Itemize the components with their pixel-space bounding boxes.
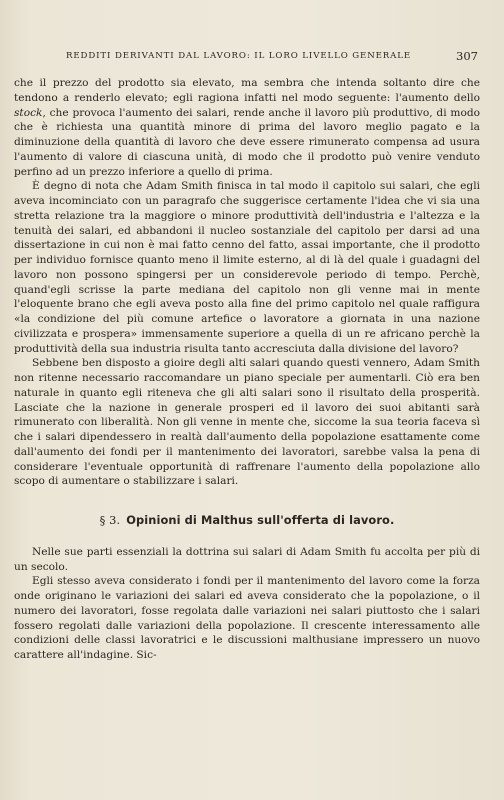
body-text bbox=[14, 76, 480, 663]
section-title: Opinioni di Malthus sull'offerta di lavoro. bbox=[126, 513, 395, 527]
paragraph-4: Nelle sue parti essenziali la dottrina sui salari di Adam Smith fu accolta per più di un secolo. bbox=[14, 545, 480, 573]
paragraph-5: Egli stesso aveva considerato i fondi per il mantenimento del lavoro come la forza onde originano le variazioni dei salari ed aveva considerato che la popolazione, o il numero dei lavoratori, fosse regolata dalle variazioni nei salari piuttosto che i salari fossero regolati dalle variazioni della popolazione. Il crescente interessamento alle condizioni delle classi lavoratrici e le discussioni malthusiane impressero un nuovo carattere all'indagine. Sic- bbox=[14, 575, 480, 661]
paragraph-1-part-b: , che provoca l'aumento dei salari, rende anche il lavoro più produttivo, di modo che è richiesta una quantità minore di prima del lavoro meglio pagato e la diminuzione della quantità di lavoro che deve essere rimunerato compensa ad usura l'aumento di valore di ciascuna unità, di modo che il prodotto può venire venduto perfino ad un prezzo inferiore a quello di prima. bbox=[14, 106, 480, 178]
section-heading bbox=[14, 513, 480, 528]
paragraph-1-part-a: che il prezzo del prodotto sia elevato, ma sembra che intenda soltanto dire che tendono a renderlo elevato; egli ragiona infatti nel modo seguente: l'aumento dello bbox=[14, 77, 480, 104]
paragraph-1-italic: stock bbox=[14, 106, 43, 119]
section-number: § 3. bbox=[99, 513, 121, 527]
paragraph-1 bbox=[14, 76, 480, 179]
running-title: REDDITI DERIVANTI DAL LAVORO: IL LORO LIVELLO GENERALE bbox=[66, 51, 412, 61]
paragraph-3: Sebbene ben disposto a gioire degli alti salari quando questi vennero, Adam Smith non ritenne necessario raccomandare un piano speciale per aumentarli. Ciò era ben naturale in quanto egli riteneva che gli alti salari sono il risultato della prosperità. Lasciate che la nazione in generale prosperi ed il lavoro dei suoi abitanti sarà rimunerato con liberalità. Non gli venne in mente che, siccome la sua teoria faceva sì che i salari dipendessero in realtà dall'aumento della popolazione esattamente come dall'aumento dei fondi per il mantenimento dei lavoratori, sarebbe valsa la pena di considerare l'eventuale opportunità di raffrenare l'aumento della popolazione allo scopo di aumentare o stabilizzare i salari. bbox=[14, 357, 480, 488]
page-number: 307 bbox=[456, 49, 478, 63]
running-head bbox=[14, 50, 480, 66]
paragraph-2: È degno di nota che Adam Smith finisca in tal modo il capitolo sui salari, che egli aveva incominciato con un paragrafo che suggerisce certamente l'idea che vi sia una stretta relazione tra la maggiore o minore produttività dell'industria e l'altezza e la tenuità dei salari, ed abbandoni il nucleo sostanziale del capitolo per darsi ad una dissertazione in cui non è mai fatto cenno del fatto, assai importante, che il prodotto per individuo fornisce quanto meno il limite esterno, al di là del quale i guadagni del lavoro non possono spingersi per un considerevole periodo di tempo. Perchè, quand'egli scrisse la parte mediana del capitolo non gli venne mai in mente l'eloquente brano che egli aveva posto alla fine del primo capitolo nel quale raffigura «la condizione del più comune artefice o lavoratore a giornata in una nazione civilizzata e prospera» immensamente superiore a quella di un re africano perchè la produttività della sua industria risulta tanto accresciuta dalla divisione del lavoro? bbox=[14, 180, 480, 355]
